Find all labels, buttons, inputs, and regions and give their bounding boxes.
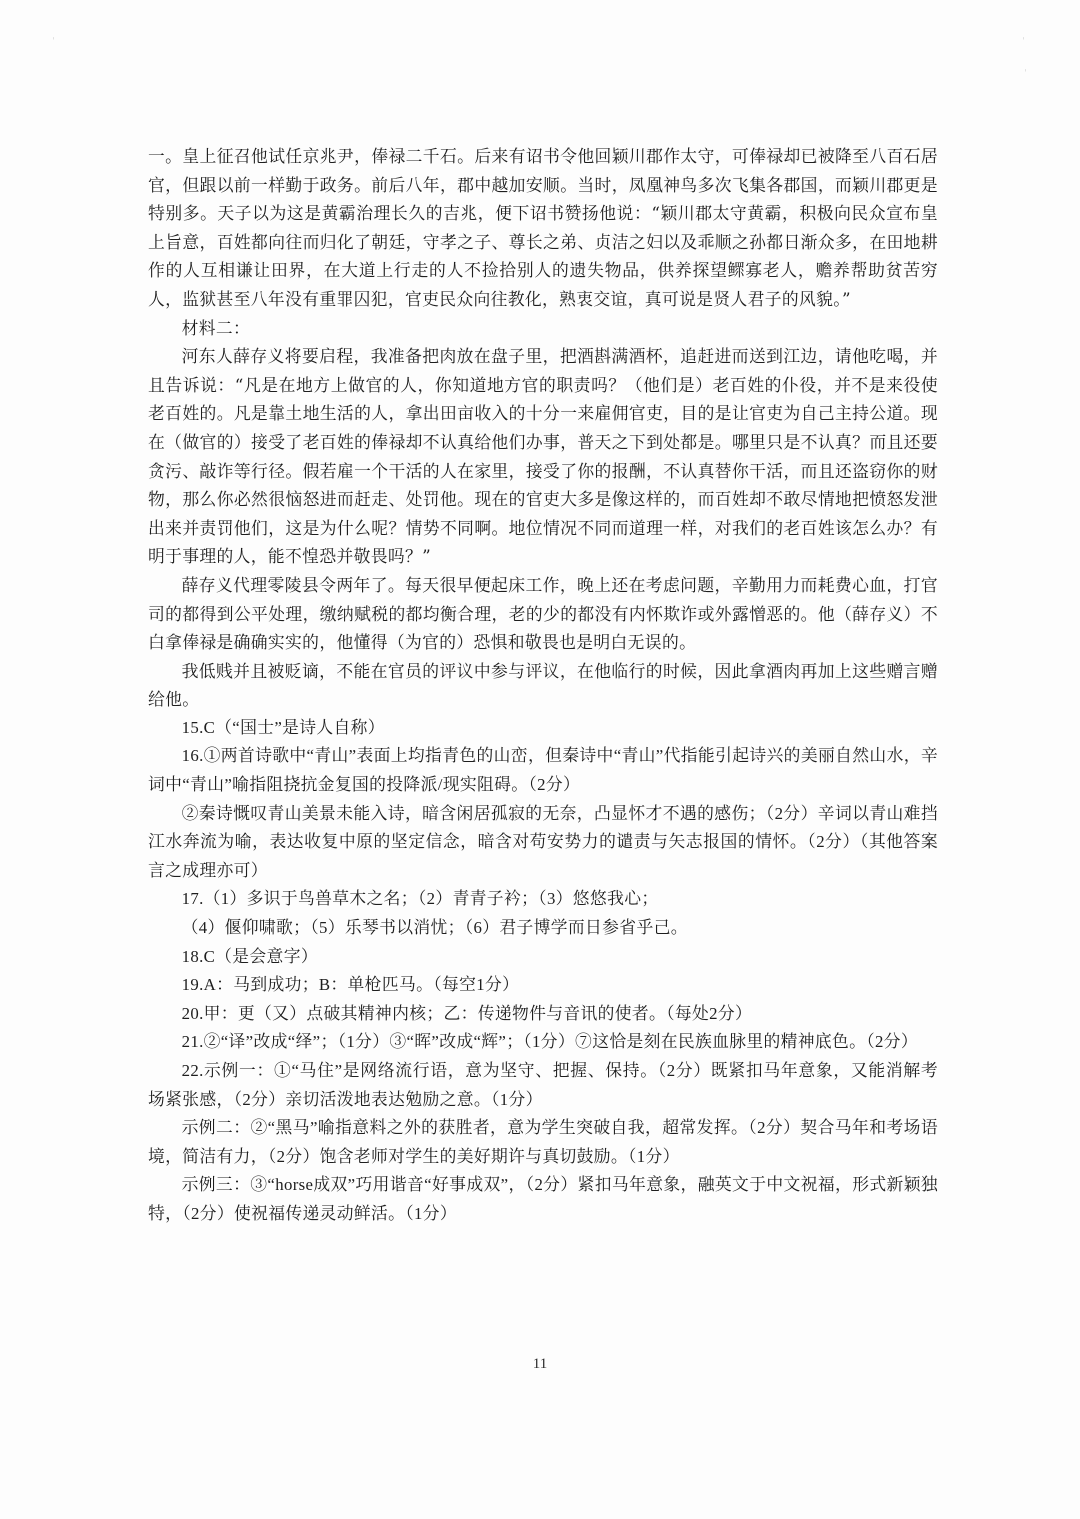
paragraph: 河东人薛存义将要启程，我准备把肉放在盘子里，把酒斟满酒杯，追赶进而送到江边，请他吃喝，并且告诉说：“凡是在地方上做官的人，你知道地方官的职责吗？（他们是）老百姓的仆役，并不是来役使老百姓的。凡是靠土地生活的人，拿出田亩收入的十分一来雇佣官吏，目的是让官吏为自己主持公道。现在（做官的）接受了老百姓的俸禄却不认真给他们办事，普天之下到处都是。哪里只是不认真？而且还要贪污、敲诈等行径。假若雇一个干活的人在家里，接受了你的报酬，不认真替你干活，而且还盗窃你的财物，那么你必然很恼怒进而赶走、处罚他。现在的官吏大多是像这样的，而百姓却不敢尽情地把愤怒发泄出来并责罚他们，这是为什么呢？情势不同啊。地位情况不同而道理一样，对我们的老百姓该怎么办？有明于事理的人，能不惶恐并敬畏吗？” xyxy=(148,346,938,567)
answer-item: （4）偃仰啸歌；（5）乐琴书以消忧；（6）君子博学而日参省乎己。 xyxy=(181,918,688,938)
answer-item: 20.甲：更（又）点破其精神内核；乙：传递物件与音讯的使者。（每处2分） xyxy=(181,1003,753,1023)
answer-item: 21.②“译”改成“绎”；（1分）③“晖”改成“辉”；（1分）⑦这恰是刻在民族血脉里的精神底色。（2分） xyxy=(181,1032,919,1052)
page-number: 11 xyxy=(532,1356,548,1372)
answer-item: 15.C（“国士”是诗人自称） xyxy=(181,717,385,737)
answer-item: 19.A：马到成功；B：单枪匹马。（每空1分） xyxy=(181,975,520,995)
answer-text-block xyxy=(148,142,938,1229)
answer-item: ②秦诗慨叹青山美景未能入诗，暗含闲居孤寂的无奈，凸显怀才不遇的感伤；（2分）辛词以青山难挡江水奔流为喻，表达收复中原的坚定信念，暗含对苟安势力的谴责与矢志报国的情怀。（2分）（其他答案言之成理亦可） xyxy=(148,803,938,880)
answer-item: 18.C（是会意字） xyxy=(181,946,318,966)
answer-item: 示例二：②“黑马”喻指意料之外的获胜者，意为学生突破自我，超常发挥。（2分）契合马年和考场语境，简洁有力，（2分）饱含老师对学生的美好期许与真切鼓励。（1分） xyxy=(148,1118,938,1166)
paragraph: 一。皇上征召他试任京兆尹，俸禄二千石。后来有诏书令他回颖川郡作太守，可俸禄却已被降至八百石居官，但跟以前一样勤于政务。前后八年，郡中越加安顺。当时，凤凰神鸟多次飞集各郡国，而颖川郡更是特别多。天子以为这是黄霸治理长久的吉兆，便下诏书赞扬他说：“颖川郡太守黄霸，积极向民众宣布皇上旨意，百姓都向往而归化了朝廷，守孝之子、尊长之弟、贞洁之妇以及乖顺之孙都日渐众多，在田地耕作的人互相谦让田界，在大道上行走的人不捡拾别人的遗失物品，供养探望鳏寡老人，赡养帮助贫苦穷人，监狱甚至八年没有重罪囚犯，官吏民众向往教化，熟衷交谊，真可说是贤人君子的风貌。” xyxy=(148,146,938,309)
paragraph: 我低贱并且被贬谪，不能在官员的评议中参与评议，在他临行的时候，因此拿酒肉再加上这些赠言赠给他。 xyxy=(148,660,938,710)
corner-mark-top-left: ˈ xyxy=(52,37,55,48)
answer-item: 17.（1）多识于鸟兽草木之名；（2）青青子衿；（3）悠悠我心； xyxy=(181,889,659,909)
paragraph: 薛存义代理零陵县令两年了。每天很早便起床工作，晚上还在考虑问题，辛勤用力而耗费心血，打官司的都得到公平处理，缴纳赋税的都均衡合理，老的少的都没有内怀欺诈或外露憎恶的。他（薛存义）不白拿俸禄是确确实实的，他懂得（为官的）恐惧和敬畏也是明白无误的。 xyxy=(148,574,938,653)
corner-mark-right: ˈ xyxy=(1024,69,1027,80)
paragraph: 材料二： xyxy=(181,317,251,338)
answer-item: 22.示例一：①“马住”是网络流行语，意为坚守、把握、保持。（2分）既紧扣马年意象，又能消解考场紧张感，（2分）亲切活泼地表达勉励之意。（1分） xyxy=(148,1061,938,1109)
answer-item: 16.①两首诗歌中“青山”表面上均指青色的山峦，但秦诗中“青山”代指能引起诗兴的美丽自然山水，辛词中“青山”喻指阻挠抗金复国的投降派/现实阻碍。（2分） xyxy=(148,746,938,795)
answer-item: 示例三：③“horse成双”巧用谐音“好事成双”，（2分）紧扣马年意象，融英文于中文祝福，形式新颖独特，（2分）使祝福传递灵动鲜活。（1分） xyxy=(148,1175,938,1223)
corner-mark-top-right: ˈ xyxy=(1022,37,1025,48)
